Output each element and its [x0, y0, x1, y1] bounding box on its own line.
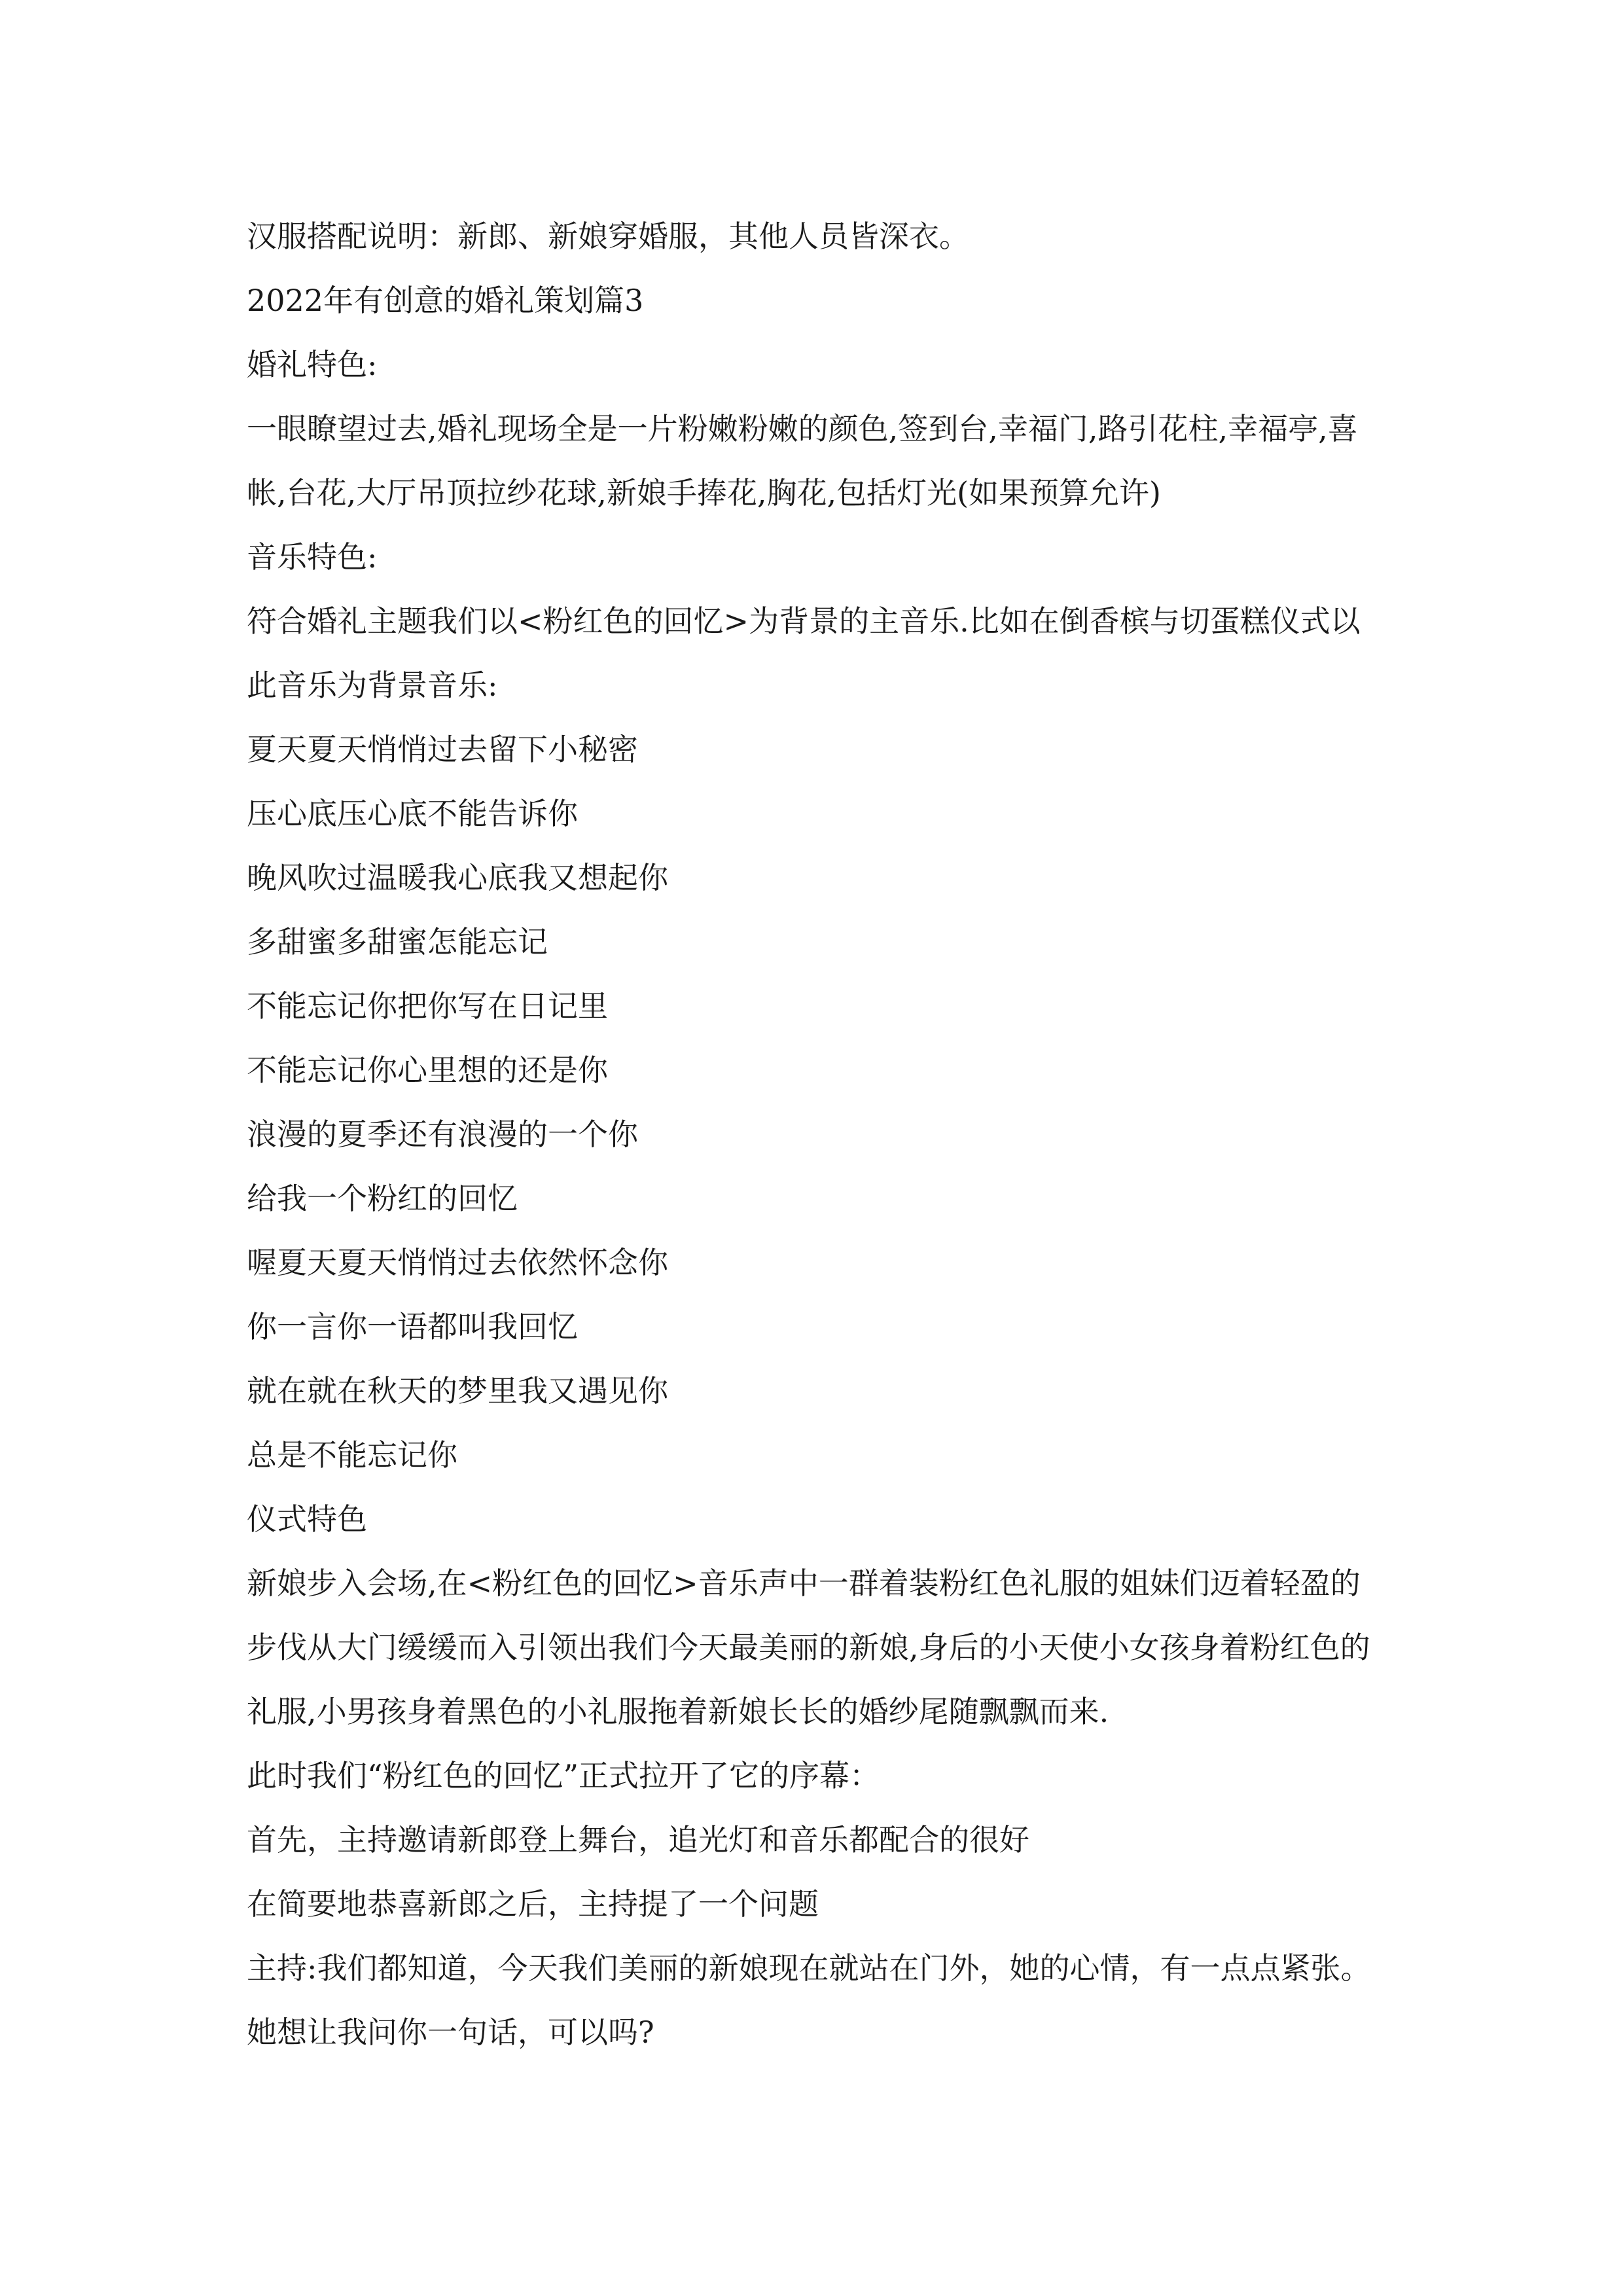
lyric-line: 夏天夏天悄悄过去留下小秘密: [247, 732, 638, 767]
hanfu-dress-note: 汉服搭配说明：新郎、新娘穿婚服，其他人员皆深衣。: [247, 219, 969, 254]
music-features-text: 符合婚礼主题我们以<粉红色的回忆>为背景的主音乐.比如在倒香槟与切蛋糕仪式以此音乐为背景音乐:: [247, 603, 1361, 703]
ceremony-features-heading: 仪式特色: [247, 1501, 367, 1537]
lyric-line: 你一言你一语都叫我回忆: [247, 1309, 578, 1344]
wedding-features-heading: 婚礼特色:: [247, 347, 378, 382]
lyric-line: 就在就在秋天的梦里我又遇见你: [247, 1373, 668, 1408]
ceremony-features-text: 新娘步入会场,在<粉红色的回忆>音乐声中一群着装粉红色礼服的姐妹们迈着轻盈的步伐从大门缓缓而入引领出我们今天最美丽的新娘,身后的小天使小女孩身着粉红色的礼服,小男孩身着黑色的小礼服拖着新娘长长的婚纱尾随飘飘而来.: [247, 1566, 1370, 1729]
section-heading: 2022年有创意的婚礼策划篇3: [247, 283, 644, 318]
wedding-features-text: 一眼瞭望过去,婚礼现场全是一片粉嫩粉嫩的颜色,签到台,幸福门,路引花柱,幸福亭,喜帐,台花,大厅吊顶拉纱花球,新娘手捧花,胸花,包括灯光(如果预算允许): [247, 411, 1358, 511]
lyric-line: 浪漫的夏季还有浪漫的一个你: [247, 1117, 638, 1152]
music-features-heading: 音乐特色:: [247, 539, 378, 575]
lyric-line: 压心底压心底不能告诉你: [247, 796, 578, 831]
lyric-line: 给我一个粉红的回忆: [247, 1181, 518, 1216]
lyric-line: 喔夏天夏天悄悄过去依然怀念你: [247, 1245, 668, 1280]
lyric-line: 不能忘记你心里想的还是你: [247, 1052, 608, 1088]
document-body: [247, 204, 1389, 2064]
lyric-line: 晚风吹过温暖我心底我又想起你: [247, 860, 668, 895]
host-invites-groom-text: 首先，主持邀请新郎登上舞台，追光灯和音乐都配合的很好: [247, 1822, 1029, 1857]
ceremony-opening-text: 此时我们“粉红色的回忆”正式拉开了它的序幕：: [247, 1758, 880, 1793]
lyric-line: 不能忘记你把你写在日记里: [247, 988, 608, 1024]
host-dialogue-text: 主持:我们都知道，今天我们美丽的新娘现在就站在门外，她的心情，有一点点紧张。她想让我问你一句话，可以吗?: [247, 1950, 1371, 2050]
lyric-line: 多甜蜜多甜蜜怎能忘记: [247, 924, 548, 960]
host-question-text: 在简要地恭喜新郎之后，主持提了一个问题: [247, 1886, 819, 1922]
lyric-line: 总是不能忘记你: [247, 1437, 457, 1473]
